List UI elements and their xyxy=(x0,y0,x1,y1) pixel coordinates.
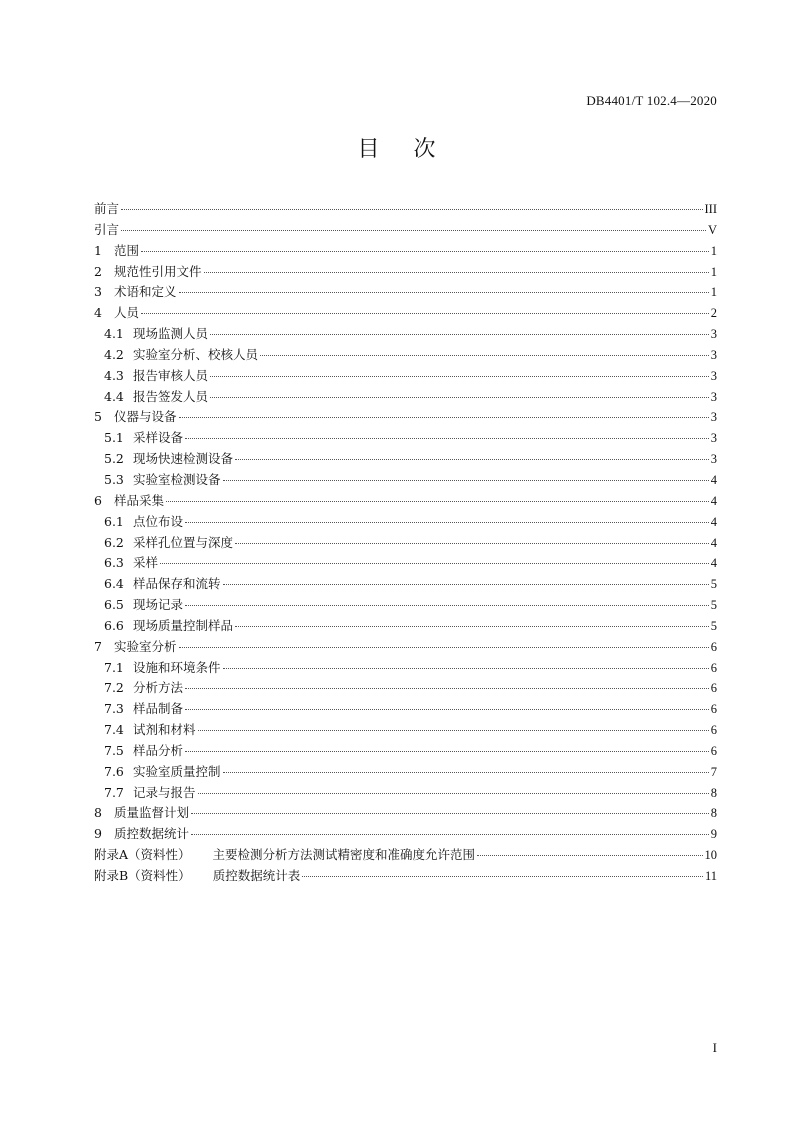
toc-entry[interactable] xyxy=(94,637,717,658)
toc-entry-page: 6 xyxy=(710,660,717,675)
toc-entry-label xyxy=(94,303,139,324)
toc-entry-page: 1 xyxy=(710,243,717,258)
toc-entry-label xyxy=(104,345,258,366)
toc-entry-page: 6 xyxy=(710,743,717,758)
toc-leader-dots xyxy=(260,355,709,356)
toc-entry-page: 3 xyxy=(710,327,717,342)
toc-entry-text: 现场记录 xyxy=(133,597,184,613)
toc-entry-number: 4.2 xyxy=(104,346,124,362)
toc-entry[interactable] xyxy=(94,262,717,283)
toc-entry-label xyxy=(94,866,300,887)
toc-entry-page: III xyxy=(704,202,717,216)
toc-entry-number: 7.1 xyxy=(104,659,124,675)
toc-entry-page: 6 xyxy=(710,702,717,717)
toc-entry-page: 4 xyxy=(710,514,717,529)
toc-entry-label xyxy=(94,241,139,262)
toc-entry-number: 6.3 xyxy=(104,555,124,571)
toc-leader-dots xyxy=(185,709,709,710)
toc-entry-label xyxy=(94,824,189,845)
toc-leader-dots xyxy=(223,480,709,481)
toc-entry-label xyxy=(104,595,183,616)
toc-entry-number: 4.1 xyxy=(104,326,124,342)
toc-entry-label xyxy=(104,720,196,741)
toc-entry-text: 现场监测人员 xyxy=(133,326,209,342)
toc-entry-label xyxy=(94,845,475,866)
toc-entry[interactable] xyxy=(94,199,717,220)
toc-entry-text: 质控数据统计表 xyxy=(212,868,301,883)
toc-entry-number: 7.3 xyxy=(104,701,124,717)
toc-leader-dots xyxy=(179,647,709,648)
toc-entry[interactable] xyxy=(94,866,717,887)
toc-entry-label xyxy=(104,553,158,574)
toc-entry-text: 规范性引用文件 xyxy=(114,263,202,279)
toc-leader-dots xyxy=(141,313,709,314)
toc-entry[interactable] xyxy=(94,595,717,616)
toc-entry-page: 4 xyxy=(710,493,717,508)
toc-entry-page: 3 xyxy=(710,452,717,467)
toc-entry-page: 3 xyxy=(710,410,717,425)
toc-entry-text: 采样设备 xyxy=(133,430,184,446)
toc-entry[interactable] xyxy=(94,720,717,741)
toc-entry-label xyxy=(104,428,183,449)
toc-entry[interactable] xyxy=(94,303,717,324)
toc-entry-text: 采样 xyxy=(133,555,159,571)
toc-entry-text: 范围 xyxy=(114,242,140,258)
toc-entry-text: 现场质量控制样品 xyxy=(133,617,234,633)
toc-leader-dots xyxy=(198,730,709,731)
document-code: DB4401/T 102.4—2020 xyxy=(586,93,717,108)
toc-entry-text: 样品制备 xyxy=(133,701,184,717)
toc-entry-text: 实验室质量控制 xyxy=(133,763,221,779)
toc-entry-page: 8 xyxy=(710,785,717,800)
toc-entry[interactable] xyxy=(94,533,717,554)
toc-leader-dots xyxy=(223,584,709,585)
toc-entry-number: 9 xyxy=(94,826,102,842)
toc-entry-text: 设施和环境条件 xyxy=(133,659,221,675)
toc-leader-dots xyxy=(210,397,709,398)
toc-entry-text: 质控数据统计 xyxy=(114,826,190,842)
toc-entry-text: 样品分析 xyxy=(133,742,184,758)
toc-entry-label xyxy=(104,699,183,720)
toc-entry-label xyxy=(94,491,164,512)
toc-entry-label xyxy=(104,470,221,491)
toc-entry[interactable] xyxy=(94,824,717,845)
toc-entry-number: 7.5 xyxy=(104,742,124,758)
toc-entry[interactable] xyxy=(94,387,717,408)
toc-leader-dots xyxy=(121,230,706,231)
toc-entry-text: 主要检测分析方法测试精密度和准确度允许范围 xyxy=(212,847,476,863)
toc-entry[interactable] xyxy=(94,366,717,387)
toc-entry-label xyxy=(104,512,183,533)
toc-entry-text: 采样孔位置与深度 xyxy=(133,534,234,550)
toc-leader-dots xyxy=(185,522,709,523)
toc-leader-dots xyxy=(179,417,709,418)
toc-leader-dots xyxy=(185,605,709,606)
toc-leader-dots xyxy=(204,272,709,273)
toc-title: 目次 xyxy=(357,137,470,162)
toc-leader-dots xyxy=(235,459,709,460)
toc-entry-label xyxy=(104,616,233,637)
toc-entry[interactable] xyxy=(94,470,717,491)
toc-entry[interactable] xyxy=(94,574,717,595)
toc-entry-page: 3 xyxy=(710,431,717,446)
toc-entry[interactable] xyxy=(94,699,717,720)
toc-leader-dots xyxy=(191,834,709,835)
toc-entry[interactable] xyxy=(94,491,717,512)
toc-entry-page: 7 xyxy=(710,764,717,779)
toc-leader-dots xyxy=(198,793,709,794)
toc-entry[interactable] xyxy=(94,553,717,574)
toc-entry-number: 6.2 xyxy=(104,534,124,550)
toc-entry-text: 质量监督计划 xyxy=(114,805,190,821)
toc-entry-page: 4 xyxy=(710,472,717,487)
toc-entry-text: 实验室分析、校核人员 xyxy=(133,346,259,362)
toc-leader-dots xyxy=(191,813,709,814)
toc-entry[interactable] xyxy=(94,407,717,428)
toc-entry-page: V xyxy=(707,222,717,237)
toc-leader-dots xyxy=(235,626,709,627)
toc-entry-label xyxy=(94,407,177,428)
toc-entry-text: 报告审核人员 xyxy=(133,367,209,383)
toc-entry[interactable] xyxy=(94,658,717,679)
toc-leader-dots xyxy=(302,876,703,877)
toc-entry-number: 7.2 xyxy=(104,680,124,696)
toc-entry-number: 7.6 xyxy=(104,763,124,779)
toc-entry[interactable] xyxy=(94,241,717,262)
toc-entry-label xyxy=(104,678,183,699)
toc-leader-dots xyxy=(141,251,709,252)
toc-entry-page: 1 xyxy=(710,264,717,279)
toc-entry-text: 实验室分析 xyxy=(114,638,177,654)
toc-entry-page: 6 xyxy=(710,681,717,696)
toc-entry-label xyxy=(104,762,221,783)
toc-entry-label xyxy=(94,199,119,220)
toc-entry-text: 分析方法 xyxy=(133,680,184,696)
toc-entry-page: 3 xyxy=(710,389,717,404)
toc-entry-number: 8 xyxy=(94,805,102,821)
toc-entry-number: 5.1 xyxy=(104,430,124,446)
toc-entry-text: 仪器与设备 xyxy=(114,409,177,425)
page-number: I xyxy=(712,1040,717,1055)
toc-entry-label xyxy=(94,282,177,303)
toc-leader-dots xyxy=(235,543,709,544)
toc-entry[interactable] xyxy=(94,783,717,804)
toc-entry-number: 1 xyxy=(94,242,102,258)
toc-entry-number: 5.3 xyxy=(104,471,124,487)
toc-entry-label xyxy=(104,783,196,804)
toc-entry-number: 3 xyxy=(94,284,102,300)
toc-entry-label xyxy=(104,658,221,679)
toc-entry-number: 6.6 xyxy=(104,617,124,633)
toc-entry-label xyxy=(104,449,233,470)
toc-entry-page: 4 xyxy=(710,535,717,550)
toc-entry-number: 5.2 xyxy=(104,451,124,467)
toc-leader-dots xyxy=(179,292,709,293)
toc-entry-label xyxy=(104,533,233,554)
toc-leader-dots xyxy=(185,688,709,689)
toc-entry-number: 7 xyxy=(94,638,102,654)
toc-entry-page: 3 xyxy=(710,347,717,362)
toc-entry-number: 7.7 xyxy=(104,784,124,800)
toc-entry-text: 样品保存和流转 xyxy=(133,576,221,592)
toc-entry-label xyxy=(104,574,221,595)
toc-leader-dots xyxy=(185,751,709,752)
toc-entry-number: 6.1 xyxy=(104,513,124,529)
toc-entry[interactable] xyxy=(94,428,717,449)
toc-entry[interactable] xyxy=(94,678,717,699)
toc-entry-page: 2 xyxy=(710,306,717,321)
toc-leader-dots xyxy=(185,438,709,439)
toc-leader-dots xyxy=(166,501,709,502)
toc-entry-text: 点位布设 xyxy=(133,513,184,529)
toc-entry[interactable] xyxy=(94,845,717,866)
toc-entry-page: 5 xyxy=(710,577,717,592)
toc-entry-text: 术语和定义 xyxy=(114,284,177,300)
toc-entry-text: 报告签发人员 xyxy=(133,388,209,404)
toc-leader-dots xyxy=(160,563,709,564)
toc-entry-page: 1 xyxy=(710,285,717,300)
toc-entry-page: 6 xyxy=(710,723,717,738)
toc-entry-page: 4 xyxy=(710,556,717,571)
toc-leader-dots xyxy=(223,668,709,669)
toc-entry-page: 9 xyxy=(710,827,717,842)
toc-entry-page: 5 xyxy=(710,618,717,633)
toc-entry-page: 3 xyxy=(710,368,717,383)
toc-leader-dots xyxy=(477,855,702,856)
toc-entry-text: 现场快速检测设备 xyxy=(133,451,234,467)
toc-leader-dots xyxy=(223,772,709,773)
toc-entry-label xyxy=(94,637,177,658)
toc-entry-number: 6 xyxy=(94,492,102,508)
toc-entry[interactable] xyxy=(94,282,717,303)
toc-entry-label xyxy=(94,803,189,824)
toc-entry-label xyxy=(94,262,202,283)
toc-leader-dots xyxy=(121,209,702,210)
toc-entry-text: 人员 xyxy=(114,305,140,321)
toc-entry-text: 记录与报告 xyxy=(133,784,196,800)
toc-entry-number: 5 xyxy=(94,409,102,425)
toc-entry-number: 4 xyxy=(94,305,102,321)
toc-entry-label xyxy=(104,741,183,762)
toc-entry-page: 10 xyxy=(704,848,717,863)
toc-entry[interactable] xyxy=(94,220,717,241)
toc-leader-dots xyxy=(210,334,709,335)
toc-entry-label xyxy=(94,220,119,241)
toc-entry[interactable] xyxy=(94,324,717,345)
toc-entry-text: 试剂和材料 xyxy=(133,722,196,738)
toc-entry-page: 8 xyxy=(710,806,717,821)
toc-entry[interactable] xyxy=(94,762,717,783)
toc-entry[interactable] xyxy=(94,449,717,470)
toc-entry-page: 11 xyxy=(704,869,717,883)
toc-entry-number: 6.5 xyxy=(104,597,124,613)
toc-leader-dots xyxy=(210,376,709,377)
toc-entry-page: 5 xyxy=(710,598,717,613)
table-of-contents xyxy=(94,199,717,887)
toc-entry[interactable] xyxy=(94,512,717,533)
toc-entry[interactable] xyxy=(94,616,717,637)
toc-entry-page: 6 xyxy=(710,639,717,654)
toc-entry-label xyxy=(104,366,208,387)
toc-entry-label xyxy=(104,387,208,408)
toc-entry-number: 4.3 xyxy=(104,367,124,383)
toc-entry-text: 样品采集 xyxy=(114,492,165,508)
toc-entry-text: 引言 xyxy=(94,221,120,237)
toc-entry[interactable] xyxy=(94,803,717,824)
toc-entry-text: 实验室检测设备 xyxy=(133,471,221,487)
toc-entry-number: 7.4 xyxy=(104,722,124,738)
toc-entry[interactable] xyxy=(94,741,717,762)
toc-entry-number: 附录A（资料性） xyxy=(94,847,191,863)
toc-entry-number: 6.4 xyxy=(104,576,124,592)
toc-entry-text: 前言 xyxy=(94,201,120,216)
toc-entry-number: 4.4 xyxy=(104,388,124,404)
toc-entry[interactable] xyxy=(94,345,717,366)
toc-entry-number: 2 xyxy=(94,263,102,279)
toc-entry-label xyxy=(104,324,208,345)
toc-entry-number: 附录B（资料性） xyxy=(94,868,191,883)
